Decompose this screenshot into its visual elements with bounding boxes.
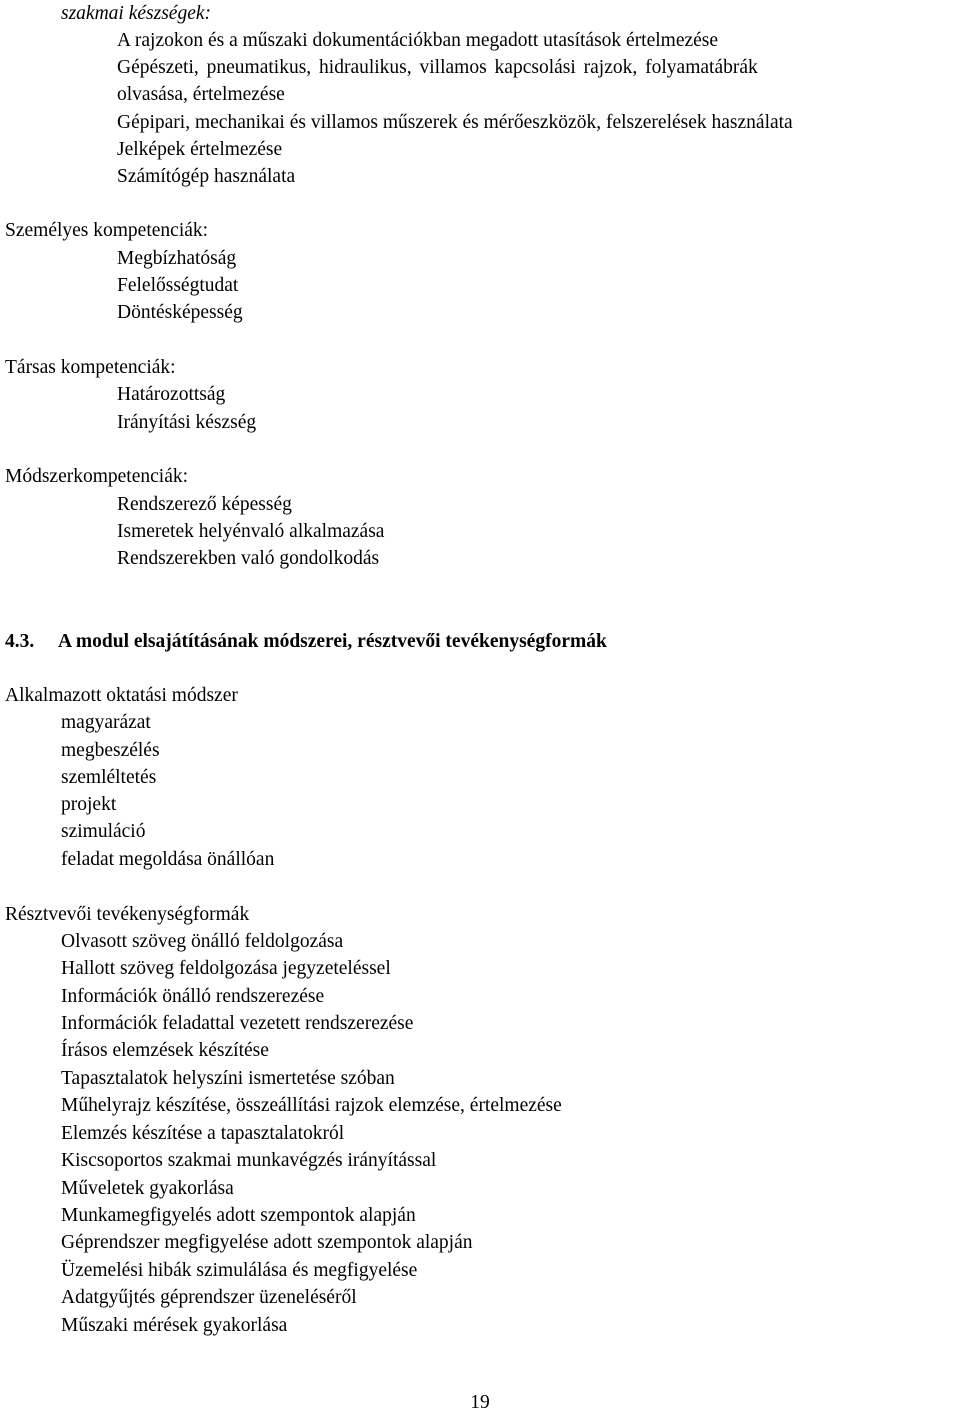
activity-item: Olvasott szöveg önálló feldolgozása <box>61 931 344 952</box>
teaching-method-item: szimuláció <box>61 821 146 842</box>
social-item: Irányítási készség <box>117 412 257 433</box>
teaching-method-item: projekt <box>61 794 117 815</box>
skills-heading: szakmai készségek: <box>61 3 211 24</box>
skills-item: Számítógép használata <box>117 166 296 187</box>
social-heading: Társas kompetenciák: <box>5 357 176 378</box>
activity-item: Kiscsoportos szakmai munkavégzés irányítással <box>61 1150 437 1171</box>
section-title: A modul elsajátításának módszerei, résztvevői tevékenységformák <box>58 631 607 652</box>
page-number: 19 <box>470 1392 490 1413</box>
teaching-method-item: szemléltetés <box>61 767 157 788</box>
skills-item: Jelképek értelmezése <box>117 139 283 160</box>
teaching-method-item: feladat megoldása önállóan <box>61 849 275 870</box>
teaching-method-item: megbeszélés <box>61 740 160 761</box>
method-heading: Módszerkompetenciák: <box>5 466 189 487</box>
activities-heading: Résztvevői tevékenységformák <box>5 904 250 925</box>
method-item: Ismeretek helyénvaló alkalmazása <box>117 521 385 542</box>
activity-item: Géprendszer megfigyelése adott szempontok alapján <box>61 1232 473 1253</box>
skills-item: Gépészeti, pneumatikus, hidraulikus, villamos kapcsolási rajzok, folyamatábrák <box>117 57 758 78</box>
teaching-method-item: magyarázat <box>61 712 151 733</box>
teaching-methods-heading: Alkalmazott oktatási módszer <box>5 685 238 706</box>
activity-item: Írásos elemzések készítése <box>61 1040 269 1061</box>
activity-item: Munkamegfigyelés adott szempontok alapján <box>61 1205 416 1226</box>
activity-item: Műszaki mérések gyakorlása <box>61 1315 288 1336</box>
skills-item: Gépipari, mechanikai és villamos műszerek és mérőeszközök, felszerelések használata <box>117 112 793 133</box>
activity-item: Hallott szöveg feldolgozása jegyzeteléssel <box>61 958 391 979</box>
activity-item: Adatgyűjtés géprendszer üzeneléséről <box>61 1287 357 1308</box>
method-item: Rendszerekben való gondolkodás <box>117 548 380 569</box>
social-item: Határozottság <box>117 384 226 405</box>
personal-item: Megbízhatóság <box>117 248 237 269</box>
activity-item: Információk feladattal vezetett rendszerezése <box>61 1013 414 1034</box>
personal-item: Döntésképesség <box>117 302 243 323</box>
method-item: Rendszerező képesség <box>117 494 292 515</box>
activity-item: Műveletek gyakorlása <box>61 1178 234 1199</box>
activity-item: Üzemelési hibák szimulálása és megfigyelése <box>61 1260 418 1281</box>
skills-item: A rajzokon és a műszaki dokumentációkban megadott utasítások értelmezése <box>117 30 719 51</box>
personal-item: Felelősségtudat <box>117 275 239 296</box>
section-number: 4.3. <box>5 631 35 652</box>
personal-heading: Személyes kompetenciák: <box>5 220 209 241</box>
activity-item: Tapasztalatok helyszíni ismertetése szóban <box>61 1068 395 1089</box>
skills-item: olvasása, értelmezése <box>117 84 285 105</box>
activity-item: Műhelyrajz készítése, összeállítási rajzok elemzése, értelmezése <box>61 1095 562 1116</box>
activity-item: Információk önálló rendszerezése <box>61 986 325 1007</box>
activity-item: Elemzés készítése a tapasztalatokról <box>61 1123 345 1144</box>
